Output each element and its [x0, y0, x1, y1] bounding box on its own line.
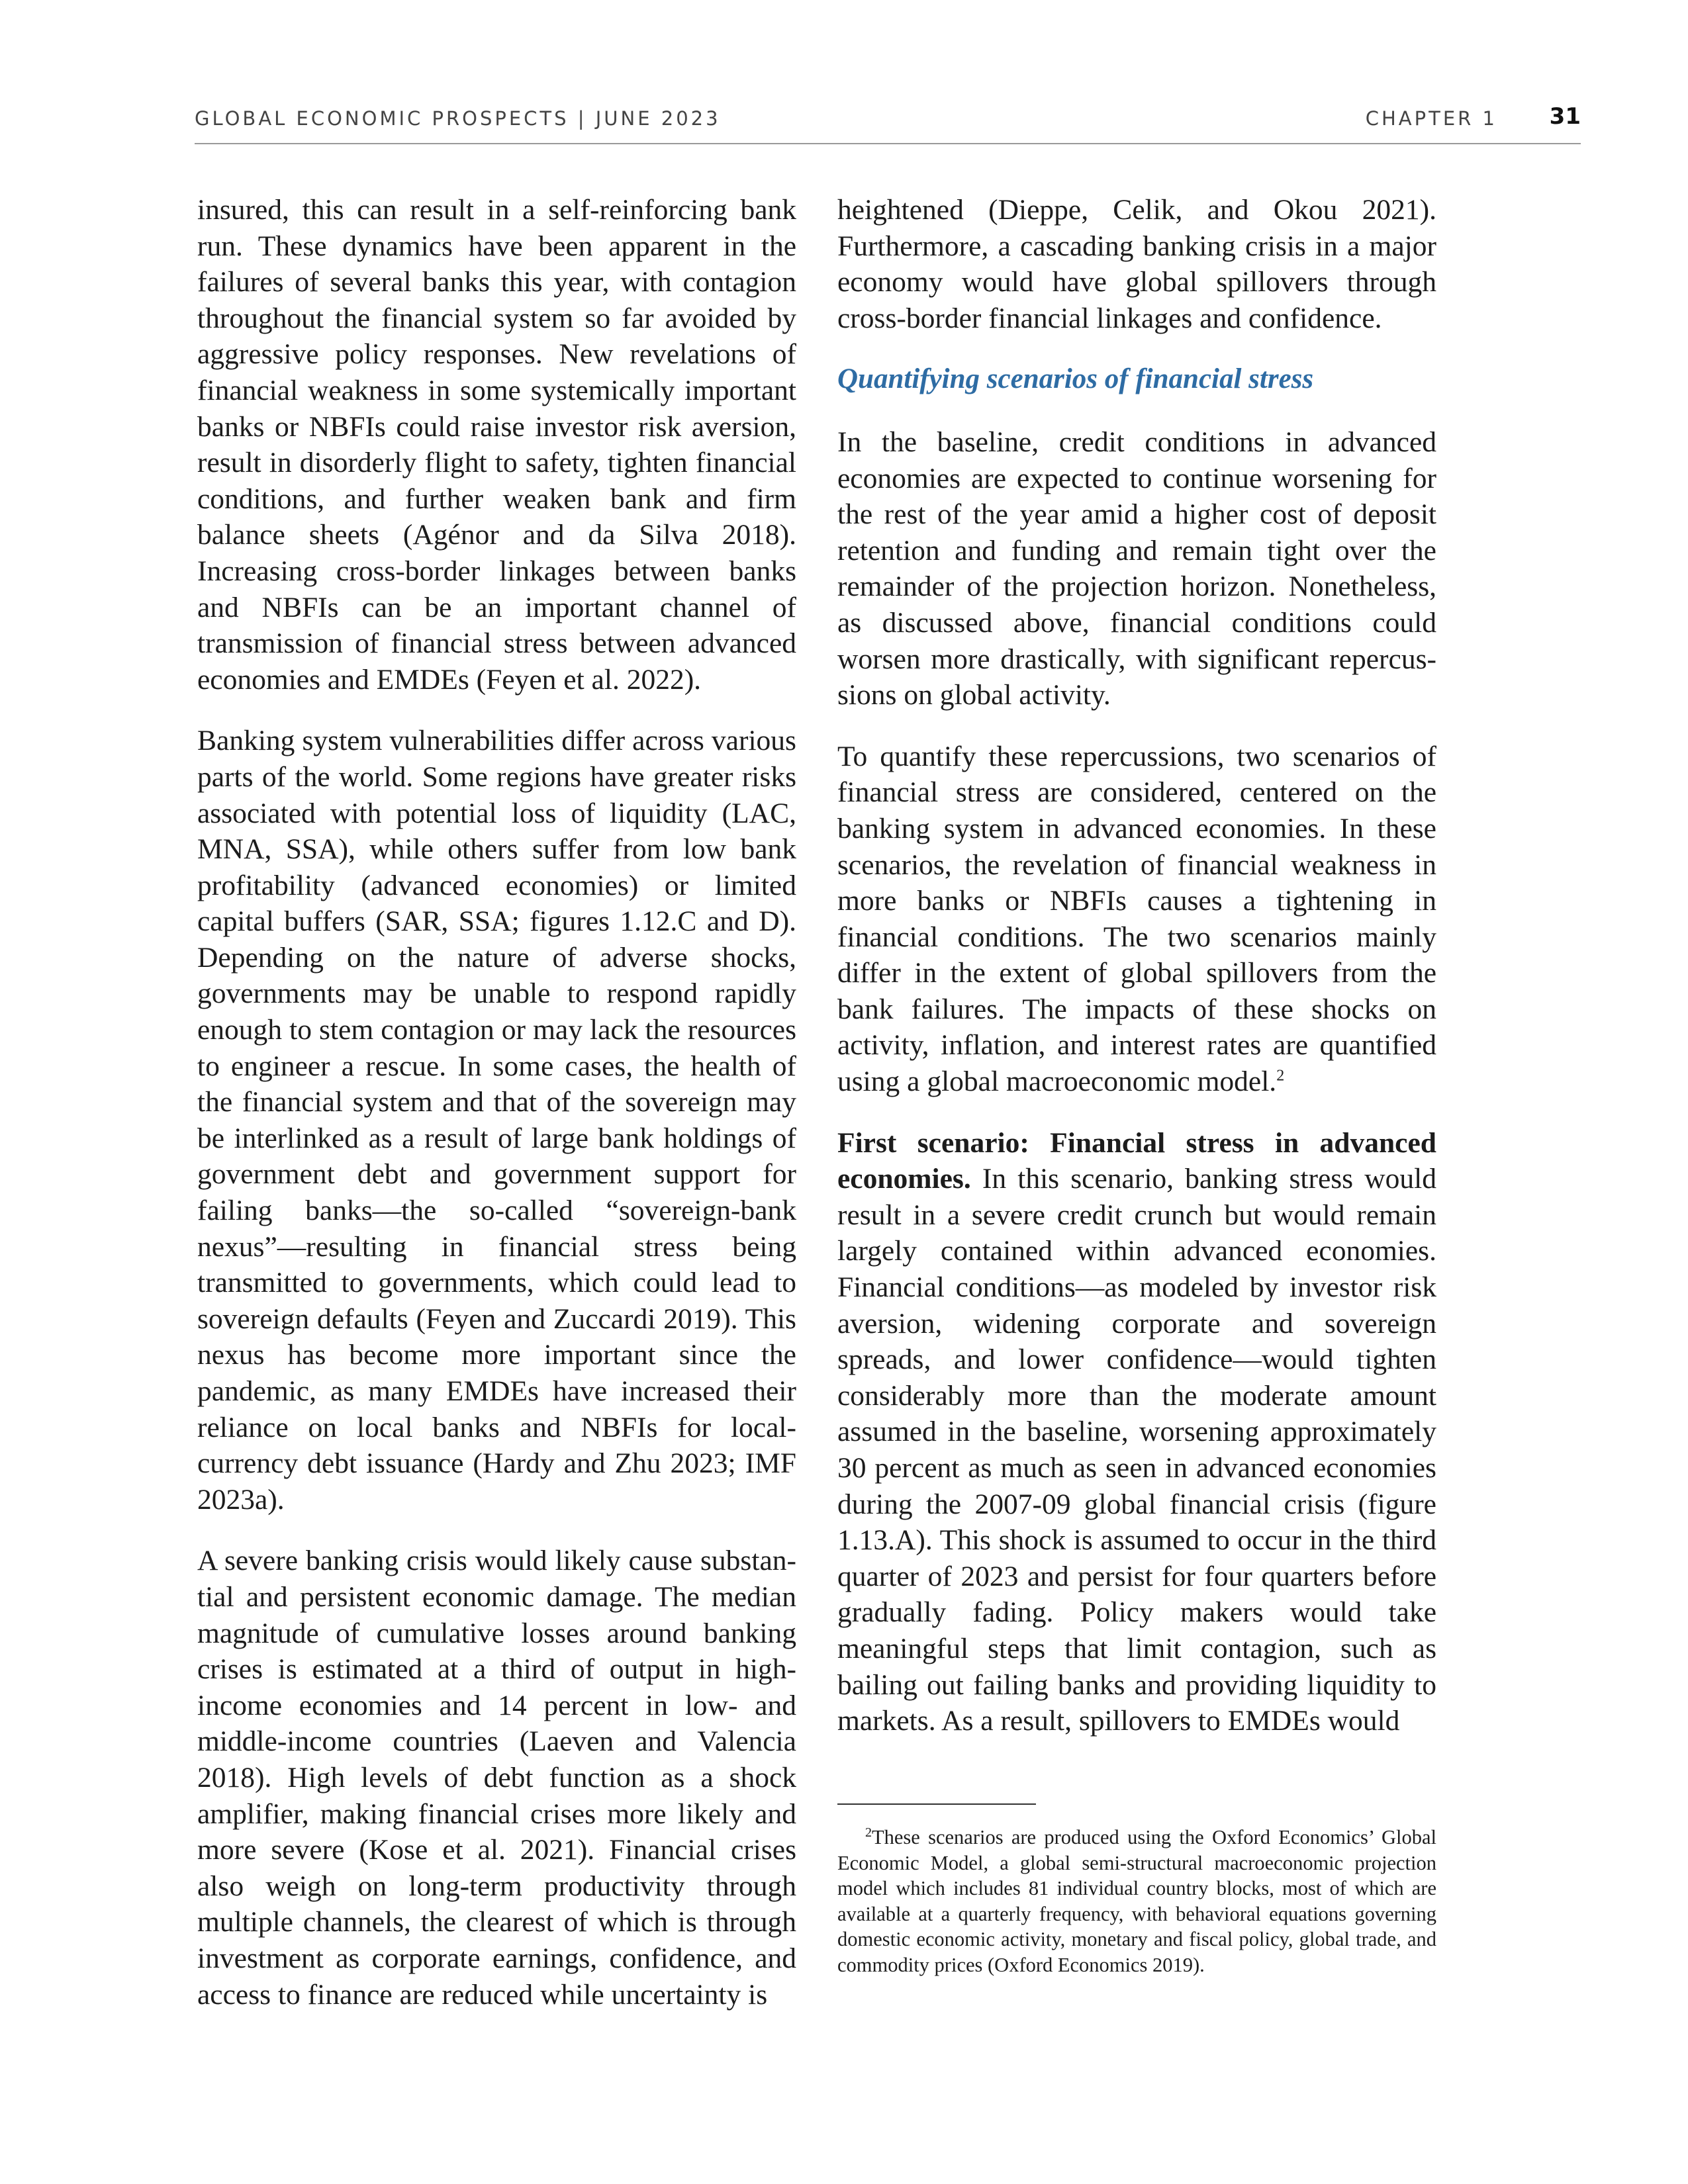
body-paragraph: In the baseline, credit conditions in advanced economies are expected to continue worsening for the rest of the year amid a higher cost of deposit retention and funding and remain tight over the remainder of the projection horizon. Nonetheless, as discussed above, financial conditions could worsen more drastically, with significant repercussions on global activity. [837, 426, 1436, 711]
footnote-divider [837, 1803, 1036, 1805]
footnote-marker: 2 [865, 1825, 872, 1840]
paragraph-text: To quantify these repercussions, two scenarios of financial stress are considered, centered on the banking system in advanced economies. In these scenarios, the revelation of financial weakness in more banks or NBFIs causes a tightening in financial conditions. The two scenarios mainly differ in the extent of global spillovers from the bank failures. The impacts of these shocks on activity, inflation, and interest rates are quantified using a global macroeconomic model. [837, 740, 1436, 1098]
scenario-heading: First scenario: Financial stress in advanced economies. [837, 1126, 1436, 1195]
publication-title: GLOBAL ECONOMIC PROSPECTS | JUNE 2023 [195, 107, 721, 130]
body-paragraph: Banking system vulnerabilities differ across various parts of the world. Some regions have greater risks associated with potential loss of liquidity (LAC, MNA, SSA), while others suffer from low bank profitability (advanced economies) or limited capital buffers (SAR, SSA; figures 1.12.C and D). Depending on the nature of adverse shocks, governments may be unable to respond rapidly enough to stem contagion or may lack the resources to engineer a rescue. In some cases, the health of the financial system and that of the sovereign may be interlinked as a result of large bank holdings of government debt and government support for failing banks—the so-called “sovereign-bank nexus”—resulting in financial stress being transmitted to governments, which could lead to sovereign defaults (Feyen and Zuccardi 2019). This nexus has become more important since the pandemic, as many EMDEs have increased their reliance on local banks and NBFIs for local-currency debt issuance (Hardy and Zhu 2023; IMF 2023a). [197, 725, 796, 1516]
body-paragraph: heightened (Dieppe, Celik, and Okou 2021). Furthermore, a cascading banking crisis in a major economy would have global spillovers through cross-border financial linkages and confidence. [837, 194, 1436, 334]
body-paragraph [837, 739, 1436, 1100]
footnote-text: These scenarios are produced using the Oxford Economics’ Global Economic Model, a global semi-structural macroeconomic projection model which includes 81 individual country blocks, most of which are available at a quarterly frequency, with behavioral equations governing domestic economic activity, monetary and fiscal policy, global trade, and commodity prices (Oxford Economics 2019). [837, 1826, 1436, 1976]
section-subheading: Quantifying scenarios of financial stress [837, 363, 1314, 395]
footnote-reference: 2 [1276, 1067, 1285, 1085]
body-paragraph: A severe banking crisis would likely cause substantial and persistent economic damage. The median magnitude of cumulative losses around banking crises is estimated at a third of output in high-income economies and 14 percent in low- and middle-income countries (Laeven and Valencia 2018). High levels of debt function as a shock amplifier, making financial crises more likely and more severe (Kose et al. 2021). Financial crises also weigh on long-term productivity through multiple channels, the clearest of which is through investment as corporate earnings, confidence, and access to finance are reduced while uncertainty is [197, 1545, 796, 2011]
page-header [195, 103, 1581, 144]
body-paragraph [837, 1125, 1436, 1739]
chapter-label: CHAPTER 1 [1365, 107, 1497, 130]
paragraph-text: In this scenario, banking stress would result in a severe credit crunch but would remain largely contained within advanced economies. Financial conditions—as modeled by investor risk aversion, widening corporate and sovereign spreads, and lower confidence—would tighten considerably more than the moderate amount assumed in the baseline, worsening approximately 30 percent as much as seen in advanced economies during the 2007-09 global financial crisis (figure 1.13.A). This shock is assumed to occur in the third quarter of 2023 and persist for four quarters before gradually fading. Policy makers would take meaningful steps that limit contagion, such as bailing out failing banks and providing liquidity to markets. As a result, spillovers to EMDEs would [837, 1163, 1436, 1737]
body-paragraph: insured, this can result in a self-reinforcing bank run. These dynamics have been apparent in the failures of several banks this year, with contagion throughout the financial system so far avoided by aggressive policy responses. New revelations of financial weakness in some systemically important banks or NBFIs could raise investor risk aversion, result in disorderly flight to safety, tighten financial conditions, and further weaken bank and firm balance sheets (Agénor and da Silva 2018). Increasing cross-border linkages between banks and NBFIs can be an important channel of transmission of financial stress between advanced economies and EMDEs (Feyen et al. 2022). [197, 194, 796, 696]
footnote [837, 1825, 1436, 1978]
page-number: 31 [1549, 103, 1581, 130]
left-column [197, 192, 796, 2038]
right-column [837, 192, 1436, 1764]
